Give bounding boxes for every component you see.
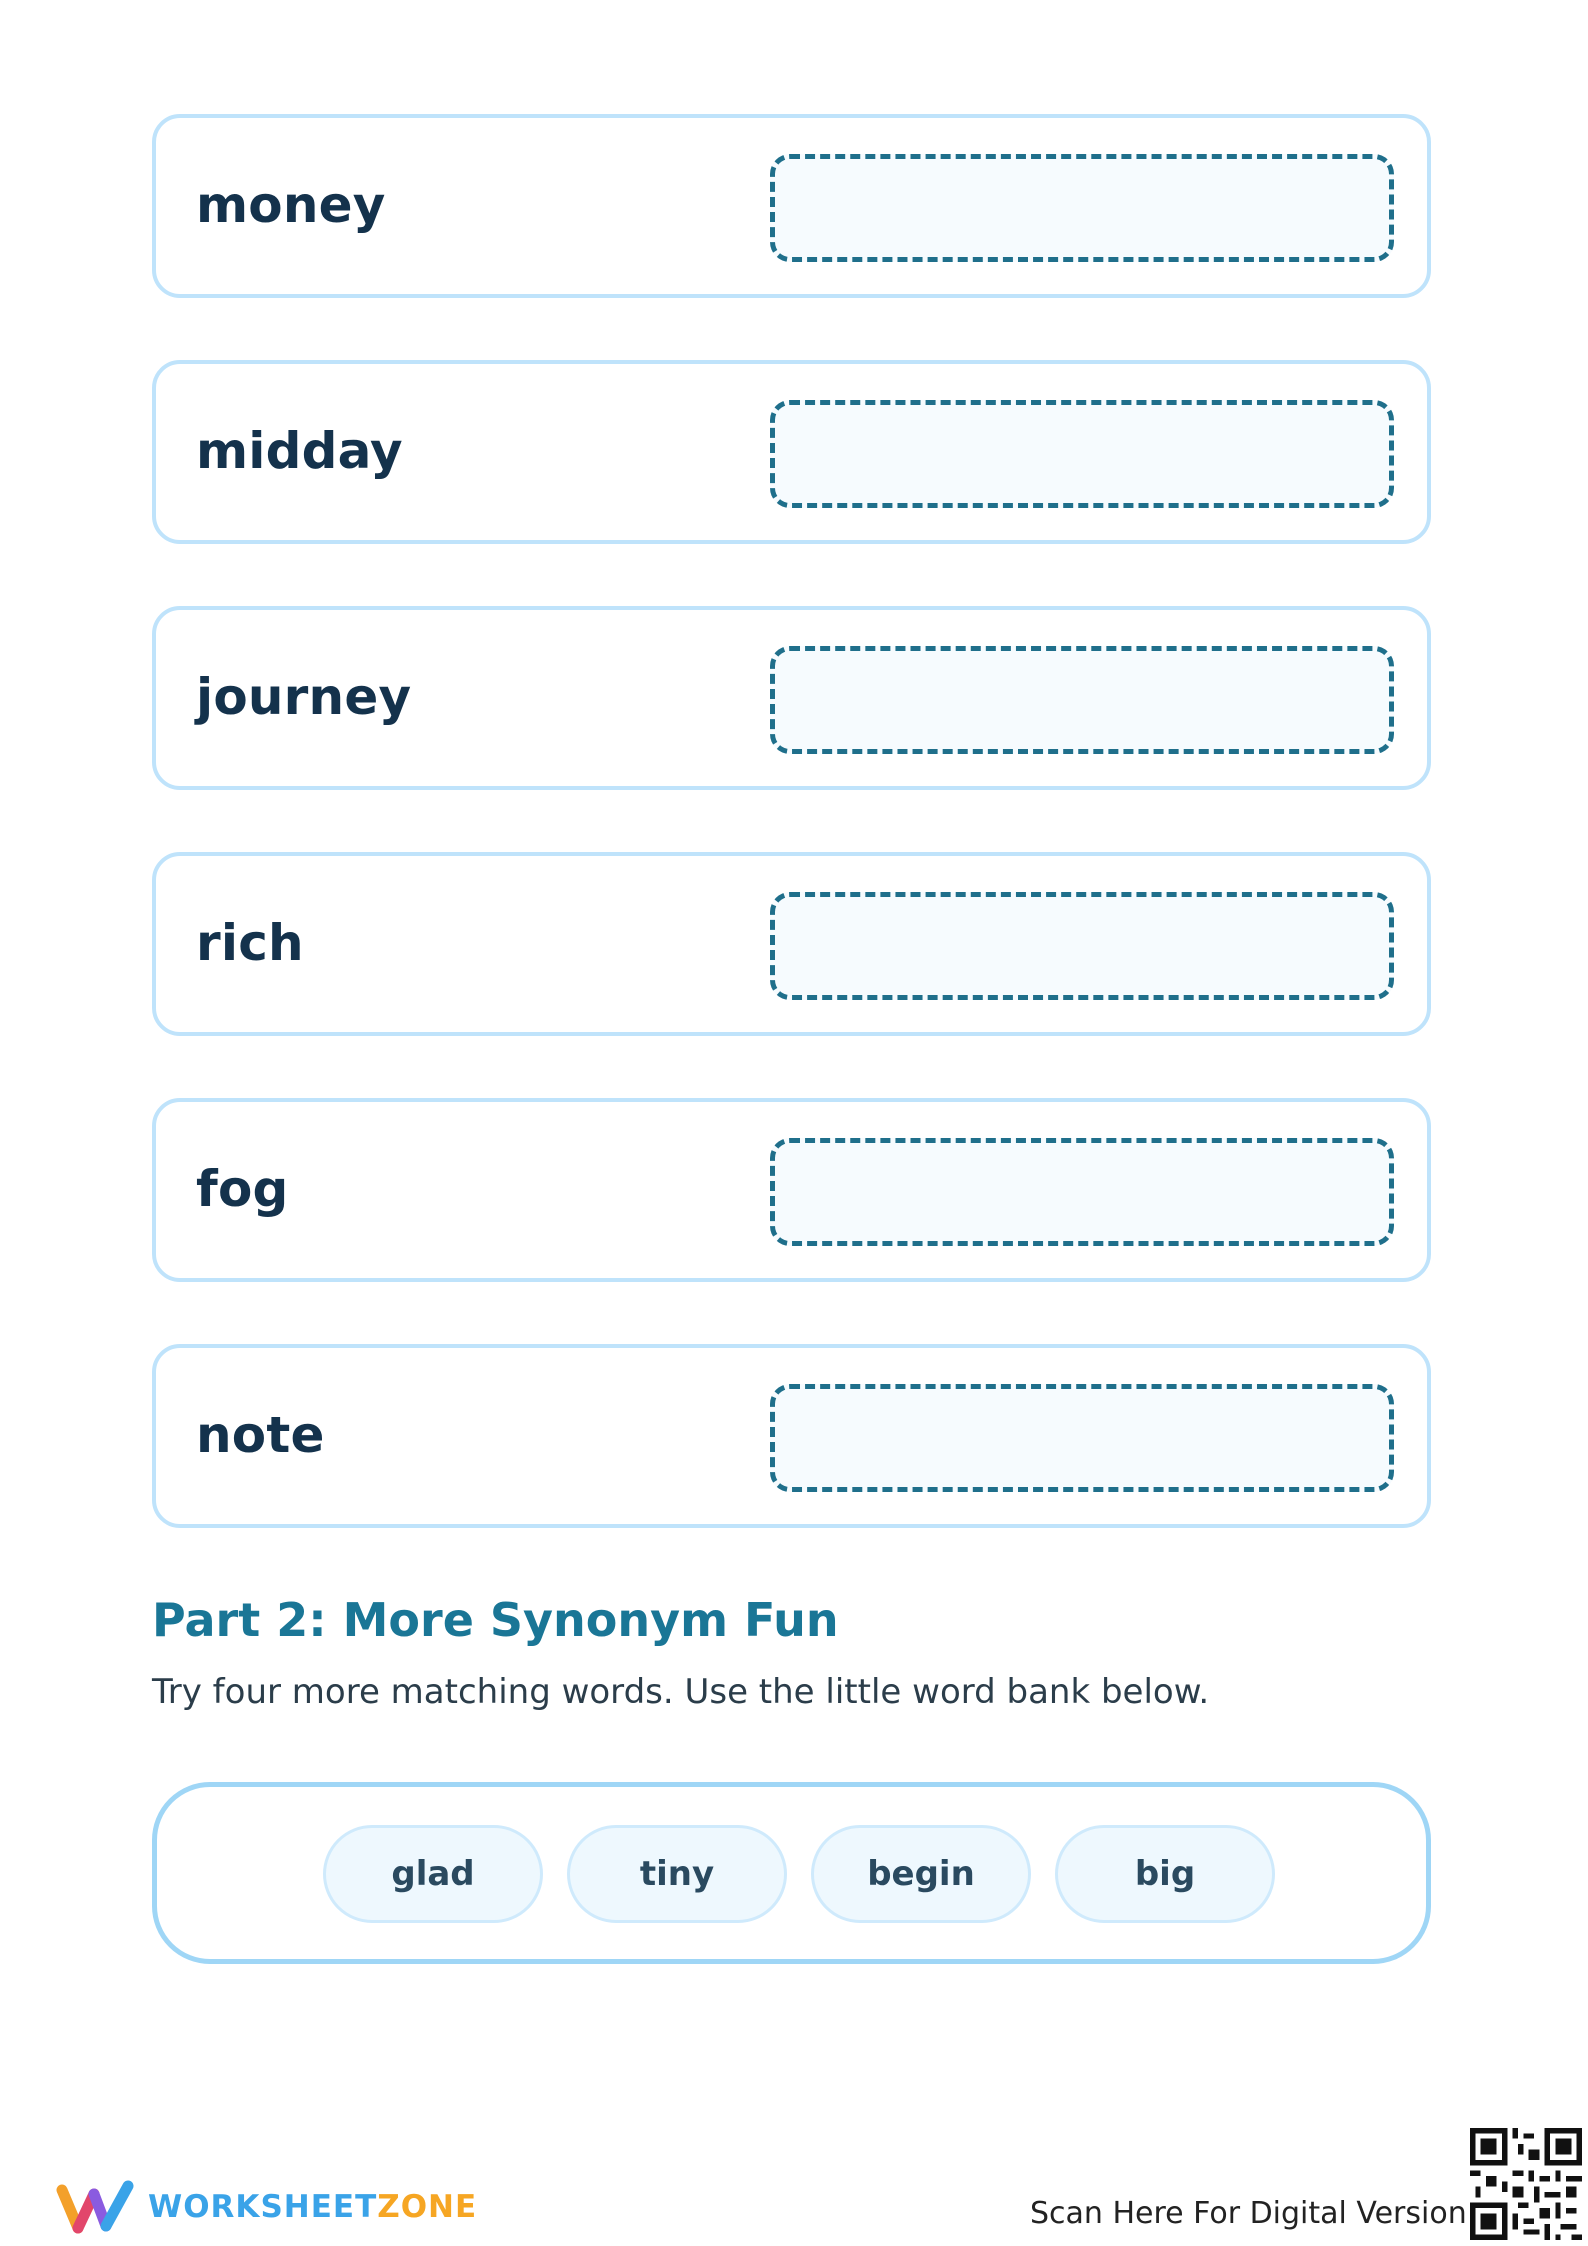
answer-box[interactable]	[770, 1384, 1394, 1492]
answer-box[interactable]	[770, 646, 1394, 754]
answer-box[interactable]	[770, 400, 1394, 508]
logo-text-worksheet: WORKSHEET	[148, 2189, 378, 2225]
answer-box[interactable]	[770, 1138, 1394, 1246]
word-chip[interactable]: glad	[323, 1825, 543, 1923]
part2-description: Try four more matching words. Use the little word bank below.	[152, 1672, 1210, 1712]
prompt-word: note	[196, 1405, 325, 1464]
word-chip[interactable]: tiny	[567, 1825, 787, 1923]
word-chip[interactable]: big	[1055, 1825, 1275, 1923]
synonym-row-fog	[152, 1098, 1431, 1282]
synonym-row-midday	[152, 360, 1431, 544]
part2-title: Part 2: More Synonym Fun	[152, 1593, 839, 1647]
word-bank-chips	[323, 1825, 1275, 1923]
logo-text	[148, 2189, 477, 2225]
word-bank	[152, 1782, 1431, 1964]
answer-box[interactable]	[770, 892, 1394, 1000]
answer-box[interactable]	[770, 154, 1394, 262]
prompt-word: journey	[196, 667, 412, 726]
qr-code-icon[interactable]	[1470, 2128, 1582, 2240]
word-chip[interactable]: begin	[811, 1825, 1031, 1923]
synonym-row-money	[152, 114, 1431, 298]
prompt-word: fog	[196, 1159, 289, 1218]
synonym-row-note	[152, 1344, 1431, 1528]
synonym-row-rich	[152, 852, 1431, 1036]
worksheetzone-logo[interactable]	[56, 2180, 477, 2234]
scan-label: Scan Here For Digital Version	[1030, 2196, 1467, 2231]
prompt-word: money	[196, 175, 386, 234]
logo-w-icon	[56, 2180, 134, 2234]
prompt-word: midday	[196, 421, 403, 480]
prompt-word: rich	[196, 913, 304, 972]
logo-text-zone: ZONE	[377, 2189, 478, 2225]
synonym-row-journey	[152, 606, 1431, 790]
